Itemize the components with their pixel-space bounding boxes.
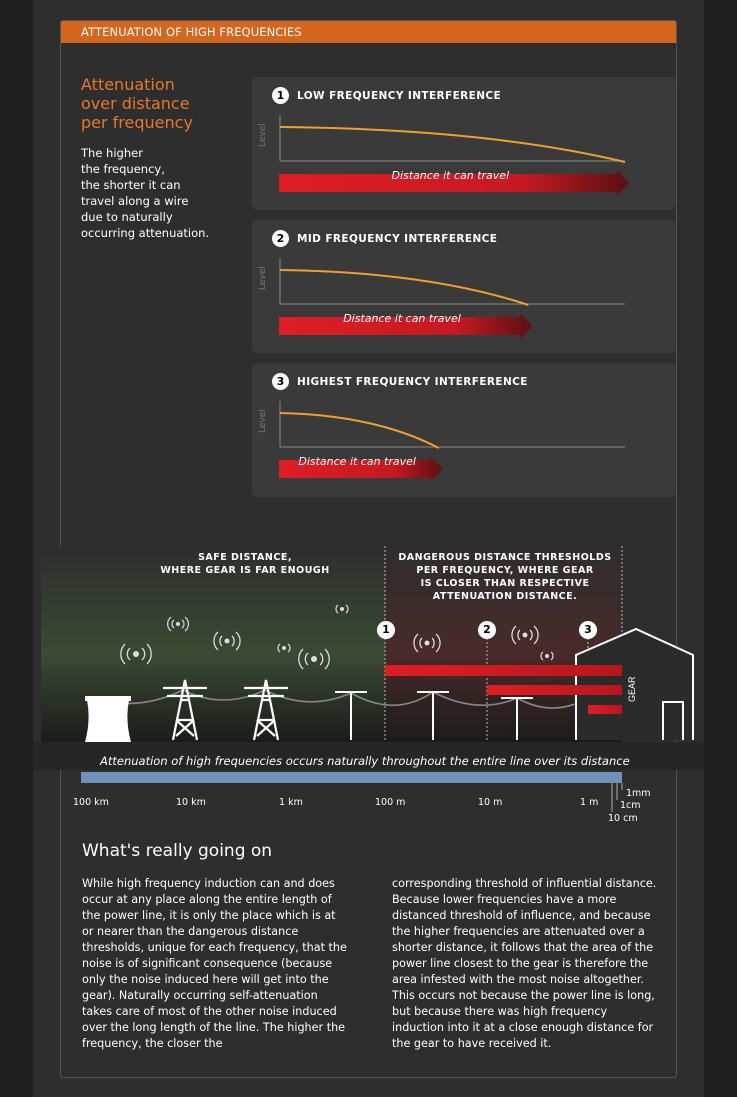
intro-title-line: over distance [81,94,190,113]
scale-tick-label: 100 m [375,797,406,808]
threshold-badge-3: 3 [579,621,597,639]
scale-tick-label: 10 cm [608,813,638,824]
threshold-badge-1: 1 [377,621,395,639]
distance-arrow-label: Distance it can travel [391,169,510,182]
distance-arrow-label: Distance it can travel [298,455,416,468]
explanation-title: What's really going on [82,841,273,861]
scale-tick-label: 1 km [279,797,303,808]
scale-tick-label: 10 km [176,797,206,808]
attenuation-caption: Attenuation of high frequencies occurs naturally throughout the entire line over its distance [100,754,630,768]
explanation-column-2: corresponding threshold of influential distance. Because lower frequencies have a more distanced threshold of influence, and because the higher frequencies are attenuated over a shorter distance, it follows that the area of the power line closest to the gear is therefore the area infested with the most noise altogether. This occurs not because the power line is long, but because there was high frequency induction into it at a close enough distance for the gear to have received it. [392,877,657,1050]
intro-title-line: per frequency [81,113,193,132]
intro-text-line: occurring attenuation. [81,226,210,240]
section-header-title: ATTENUATION OF HIGH FREQUENCIES [81,25,302,39]
scale-tick-label: 1cm [620,800,641,811]
scale-tick-label: 1mm [626,788,651,799]
explanation-column-1: While high frequency induction can and does occur at any place along the entire length of the power line, it is only the place which is at or nearer than the dangerous distance thresholds, unique for each frequency, that the noise is of significant consequence (because only the noise induced here will get into the gear). Naturally occurring self-attenuation takes care of most of the other noise induced over the long length of the line. The higher the frequency, the closer the [82,877,347,1050]
panel-title: LOW FREQUENCY INTERFERENCE [297,90,502,102]
distance-arrow-label: Distance it can travel [343,312,461,325]
panel-number-badge: 3 [272,373,289,390]
panel-title: MID FREQUENCY INTERFERENCE [297,233,498,245]
scale-tick-label: 1 m [580,797,599,808]
intro-text-line: due to naturally [81,210,173,224]
panel-title: HIGHEST FREQUENCY INTERFERENCE [297,376,528,388]
threshold-badge-2: 2 [478,621,496,639]
intro-text-line: The higher [81,146,143,160]
level-axis-label: Level [258,123,268,147]
level-axis-label: Level [258,409,268,433]
level-axis-label: Level [258,266,268,290]
scale-tick-label: 10 m [478,797,503,808]
safe-distance-text: SAFE DISTANCE, WHERE GEAR IS FAR ENOUGH [160,552,330,576]
panel-number-badge: 2 [272,230,289,247]
panel-number-badge: 1 [272,87,289,104]
intro-text-line: the frequency, [81,162,165,176]
gear-label: GEAR [627,676,637,702]
scale-tick-label: 100 km [73,797,109,808]
intro-title-line: Attenuation [81,75,175,94]
danger-distance-text: DANGEROUS DISTANCE THRESHOLDS PER FREQUENCY, WHERE GEAR IS CLOSER THAN RESPECTIVE ATTENUATION DISTANCE. [398,552,612,602]
intro-text-line: the shorter it can [81,178,181,192]
intro-text-line: travel along a wire [81,194,189,208]
